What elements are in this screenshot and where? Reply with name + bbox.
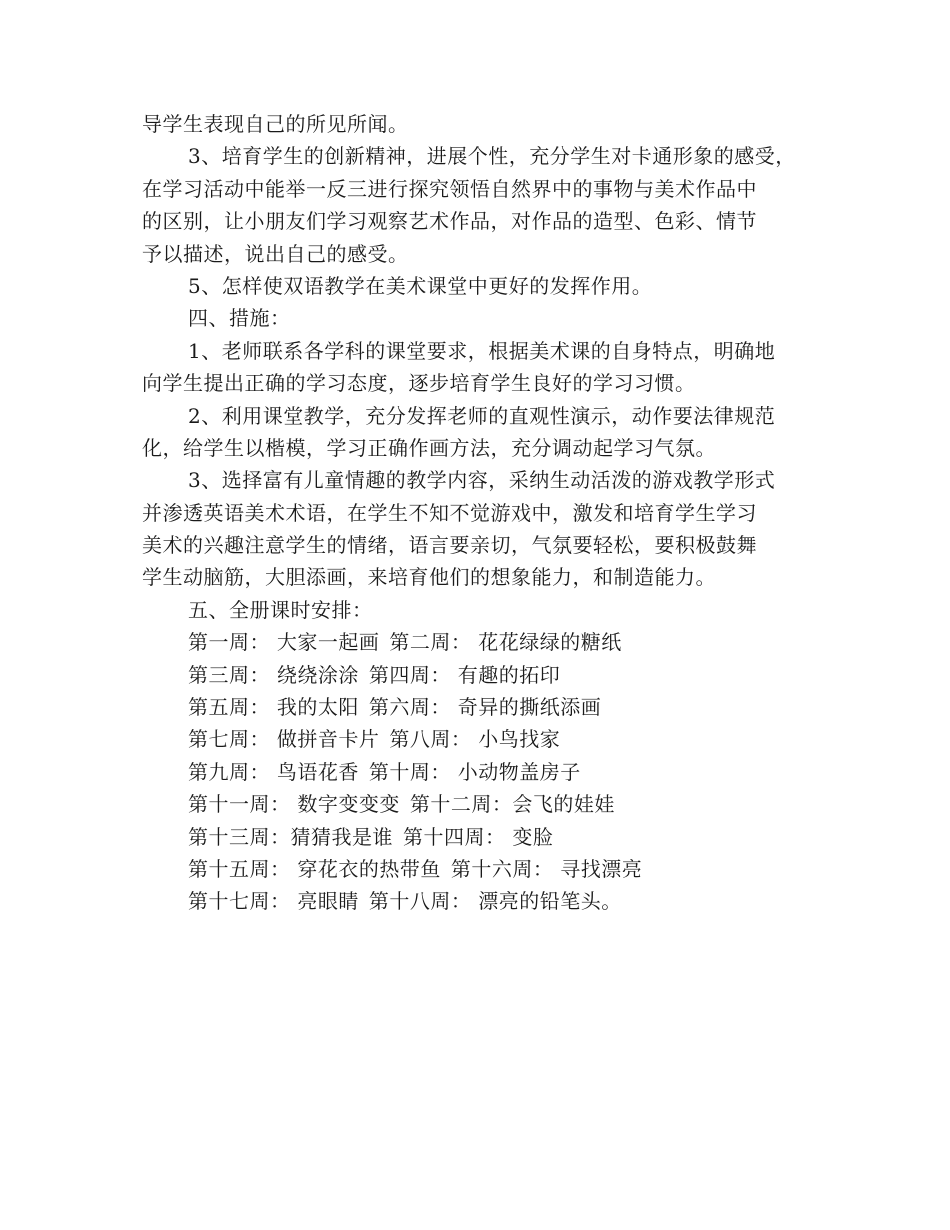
paragraph-line: 学生动脑筋，大胆添画，来培育他们的想象能力，和制造能力。: [142, 565, 716, 590]
schedule-row: [142, 659, 822, 691]
schedule-row: [142, 821, 822, 853]
paragraph-line: 3、培育学生的创新精神，进展个性，充分学生对卡通形象的感受，: [188, 144, 796, 169]
schedule-row: [142, 788, 822, 820]
paragraph-line: 2、利用课堂教学，充分发挥老师的直观性演示，动作要法律规范: [188, 403, 776, 428]
paragraph-line: 1、老师联系各学科的课堂要求，根据美术课的自身特点，明确地: [188, 338, 776, 363]
schedule-week-entry: 第八周： 小鸟找家: [389, 727, 561, 752]
paragraph-line: 化，给学生以楷模，学习正确作画方法，充分调动起学习气氛。: [142, 435, 716, 460]
schedule-row: [142, 691, 822, 723]
schedule-week-entry: 第十周： 小动物盖房子: [368, 759, 581, 784]
schedule-row: [142, 756, 822, 788]
schedule-week-entry: 第十四周： 变脸: [403, 824, 554, 849]
paragraph-line: 的区别，让小朋友们学习观察艺术作品，对作品的造型、色彩、情节: [142, 209, 757, 234]
section-heading: 五、全册课时安排：: [188, 597, 373, 622]
paragraph-line: 导学生表现自己的所见所闻。: [142, 112, 409, 136]
paragraph-line: 予以描述，说出自己的感受。: [142, 241, 409, 266]
schedule-week-entry: 第一周： 大家一起画: [188, 630, 380, 655]
paragraph-line: 3、选择富有儿童情趣的教学内容，采纳生动活泼的游戏教学形式: [188, 468, 776, 493]
schedule-week-entry: 第六周： 奇异的撕纸添画: [368, 695, 602, 720]
paragraph-line: 向学生提出正确的学习态度，逐步培育学生良好的学习习惯。: [142, 371, 696, 396]
document-page: [142, 108, 822, 918]
schedule-row: [142, 853, 822, 885]
schedule-row: [142, 885, 822, 917]
paragraph-line: 5、怎样使双语教学在美术课堂中更好的发挥作用。: [188, 273, 653, 298]
schedule-week-entry: 第五周： 我的太阳: [188, 695, 359, 720]
schedule-week-entry: 第十五周： 穿花衣的热带鱼: [188, 856, 441, 881]
section-heading: 四、措施：: [188, 306, 291, 331]
schedule-week-entry: 第七周： 做拼音卡片: [188, 727, 380, 752]
paragraph-line: 并渗透英语美术术语，在学生不知不觉游戏中，激发和培育学生学习: [142, 500, 757, 525]
schedule-week-entry: 第十二周：会飞的娃娃: [409, 792, 615, 817]
schedule-week-entry: 第十三周：猜猜我是谁: [188, 824, 393, 849]
schedule-week-entry: 第二周： 花花绿绿的糖纸: [389, 630, 622, 655]
schedule-week-entry: 第十七周： 亮眼睛: [188, 889, 359, 914]
paragraph-line: 在学习活动中能举一反三进行探究领悟自然界中的事物与美术作品中: [142, 176, 757, 201]
schedule-week-entry: 第十八周： 漂亮的铅笔头。: [368, 889, 622, 914]
schedule-week-entry: 第三周： 绕绕涂涂: [188, 662, 359, 687]
schedule-week-entry: 第十六周： 寻找漂亮: [450, 856, 643, 881]
schedule-row: [142, 723, 822, 755]
paragraph-line: 美术的兴趣注意学生的情绪，语言要亲切，气氛要轻松，要积极鼓舞: [142, 533, 757, 558]
schedule-week-entry: 第九周： 鸟语花香: [188, 759, 359, 784]
schedule-week-entry: 第四周： 有趣的拓印: [368, 662, 561, 687]
schedule-week-entry: 第十一周： 数字变变变: [188, 792, 400, 817]
schedule-row: [142, 626, 822, 658]
